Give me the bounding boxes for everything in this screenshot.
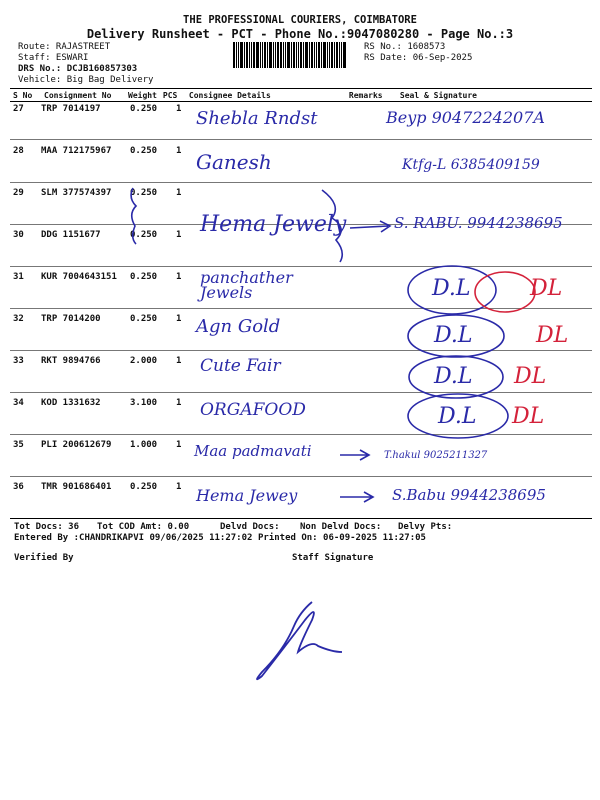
sno: 33 [13,356,24,366]
staff-signature-scribble [257,602,342,679]
tick-mark [131,188,136,244]
circle-mark [408,394,508,438]
circle-mark-red [475,272,535,312]
dl-mark-red: DL [512,404,545,429]
consignment-no: RKT 9894766 [41,356,101,366]
weight: 0.250 [130,272,158,282]
pcs: 1 [176,104,182,114]
pcs: 1 [176,272,182,282]
pcs: 1 [176,146,182,156]
weight: 0.250 [130,188,158,198]
pcs: 1 [176,398,182,408]
weight: 0.250 [130,314,158,324]
arrow-icon [350,221,390,232]
dl-mark-red: DL [530,276,563,301]
signature-handwriting: S. RABU. 9944238695 [394,214,563,232]
col-seal-signature: Seal & Signature [397,89,592,102]
dl-mark-red: DL [536,323,569,348]
signature-handwriting: S.Babu 9944238695 [392,486,546,504]
signature-handwriting: Beyp 9047224207A [386,108,545,127]
verified-by: Verified By [14,553,74,563]
drs-number: DRS No.: DCJB160857303 [18,64,138,74]
circle-mark [409,356,503,398]
circle-mark [408,315,504,357]
weight: 0.250 [130,104,158,114]
col-consignment: Consignment No [41,89,125,102]
arrow-icon [340,450,369,460]
entered-by: Entered By :CHANDRIKAPVI 09/06/2025 11:27:02 [14,533,253,543]
consignee-handwriting: Ganesh [196,150,272,174]
delivered-docs: Delvd Docs: [220,522,280,532]
consignee-handwriting: panchather Jewels [200,268,293,302]
consignment-no: DDG 1151677 [41,230,101,240]
consignee-handwriting: Cute Fair [200,356,281,376]
dl-mark: D.L [432,276,471,301]
pcs: 1 [176,314,182,324]
consignment-no: KUR 7004643151 [41,272,117,282]
consignee-handwriting: Hema Jewey [196,486,298,505]
col-remarks: Remarks [346,89,397,102]
consignment-no: TRP 7014197 [41,104,101,114]
non-delivered-docs: Non Delvd Docs: [300,522,382,532]
signature-handwriting: Ktfg-L 6385409159 [402,157,540,173]
sno: 35 [13,440,24,450]
col-sno: S No [10,89,41,102]
pcs: 1 [176,356,182,366]
weight: 0.250 [130,146,158,156]
delivery-points: Delvy Pts: [398,522,453,532]
runsheet-subtitle: Delivery Runsheet - PCT - Phone No.:9047080280 - Page No.:3 [86,27,514,41]
signature-handwriting: T.hakul 9025211327 [384,450,488,461]
rs-number: RS No.: 1608573 [364,42,446,52]
consignee-handwriting: Agn Gold [196,316,281,337]
col-consignee: Consignee Details [186,89,346,102]
arrow-icon [340,492,373,502]
staff-signature-label: Staff Signature [292,553,374,563]
sno: 30 [13,230,24,240]
weight: 2.000 [130,356,158,366]
sno: 28 [13,146,24,156]
dl-mark-red: DL [514,364,547,389]
weight: 0.250 [130,482,158,492]
pcs: 1 [176,188,182,198]
circle-mark [408,266,496,314]
pcs: 1 [176,482,182,492]
pcs: 1 [176,440,182,450]
consignment-no: KOD 1331632 [41,398,101,408]
sno: 32 [13,314,24,324]
rs-date: RS Date: 06-Sep-2025 [364,53,473,63]
vehicle-label: Vehicle: Big Bag Delivery [18,75,154,85]
brace-mark [322,190,342,262]
sno: 31 [13,272,24,282]
col-weight: Weight [125,89,160,102]
sno: 36 [13,482,24,492]
sno: 34 [13,398,24,408]
consignee-handwriting: Hema Jewely [200,212,347,237]
consignee-handwriting: Shebla Rndst [196,108,318,129]
dl-mark: D.L [434,364,473,389]
weight: 1.000 [130,440,158,450]
weight: 0.250 [130,230,158,240]
pcs: 1 [176,230,182,240]
consignment-no: PLI 200612679 [41,440,112,450]
company-title: THE PROFESSIONAL COURIERS, COIMBATORE [183,14,417,26]
consignment-no: TRP 7014200 [41,314,101,324]
consignment-no: TMR 901686401 [41,482,112,492]
col-pcs: PCS [160,89,186,102]
dl-mark: D.L [438,404,477,429]
consignee-handwriting: ORGAFOOD [200,400,306,420]
sno: 27 [13,104,24,114]
staff-label: Staff: ESWARI [18,53,89,63]
total-docs: Tot Docs: 36 [14,522,80,532]
total-cod-amount: Tot COD Amt: 0.00 [97,522,190,532]
consignee-handwriting: Maa padmavati [194,442,312,460]
dl-mark: D.L [434,323,473,348]
route-label: Route: RAJASTREET [18,42,111,52]
weight: 3.100 [130,398,158,408]
consignment-no: SLM 377574397 [41,188,112,198]
consignment-no: MAA 712175967 [41,146,112,156]
sno: 29 [13,188,24,198]
printed-on: Printed On: 06-09-2025 11:27:05 [258,533,426,543]
